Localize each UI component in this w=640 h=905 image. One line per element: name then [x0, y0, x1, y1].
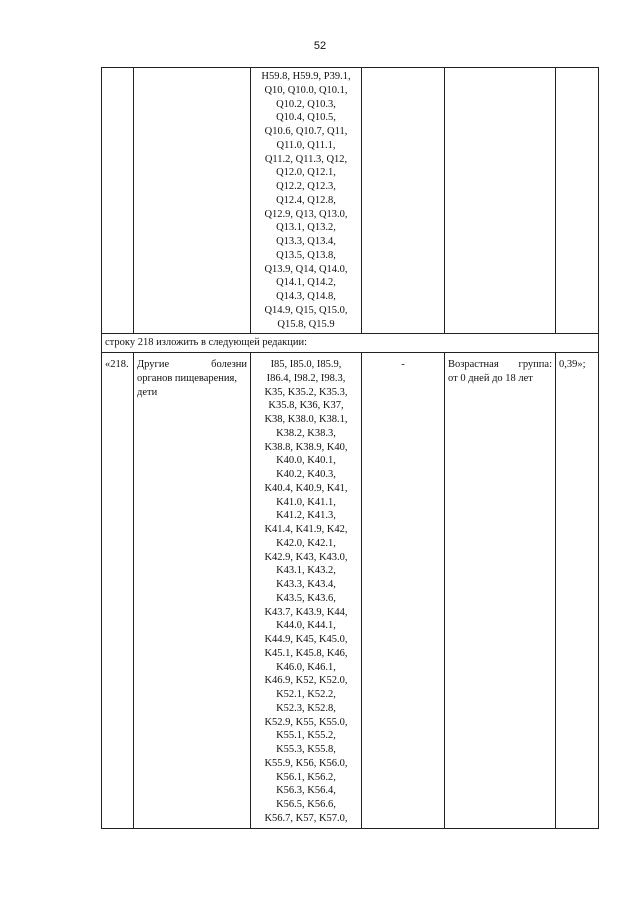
code-line: I86.4, I98.2, I98.3, [266, 372, 346, 384]
code-line: Q12.4, Q12.8, [276, 194, 336, 206]
row-218-procedure-dash: - [362, 353, 445, 829]
code-line: K40.0, K40.1, [276, 455, 336, 467]
code-line: K41.2, K41.3, [276, 510, 336, 522]
code-line: Q13.9, Q14, Q14.0, [264, 263, 348, 275]
code-line: K56.3, K56.4, [276, 785, 336, 797]
cell-coefficient [556, 68, 599, 334]
cell-number [102, 68, 134, 334]
code-line: K52.9, K55, K55.0, [264, 716, 348, 728]
code-line: K43.7, K43.9, K44, [264, 606, 348, 618]
row-218-criterion-rest: от 0 дней до 18 лет [448, 372, 533, 384]
row-218-criterion-line1: Возрастная группа: [448, 359, 552, 370]
code-line: Q15.8, Q15.9 [277, 318, 335, 330]
code-line: Q14.9, Q15, Q15.0, [264, 304, 348, 316]
row-218-criterion [445, 353, 556, 829]
table-row-218 [102, 353, 599, 829]
code-line: Q14.1, Q14.2, [276, 277, 336, 289]
row-218-name-rest: органов пищеварения, дети [137, 372, 237, 398]
code-line: Q10.4, Q10.5, [276, 112, 336, 124]
code-line: K55.9, K56, K56.0, [264, 757, 348, 769]
cell-procedure-codes [362, 68, 445, 334]
code-line: Q13.5, Q13.8, [276, 249, 336, 261]
code-line: Q11.2, Q11.3, Q12, [264, 153, 348, 165]
code-line: K38.2, K38.3, [276, 427, 336, 439]
instruction-text: строку 218 изложить в следующей редакции: [102, 334, 599, 353]
code-line: H59.8, H59.9, P39.1, [261, 71, 351, 82]
row-218-number: «218. [102, 353, 134, 829]
code-line: K41.0, K41.1, [276, 496, 336, 508]
code-line: K35.8, K36, K37, [268, 400, 344, 412]
code-line: K46.0, K46.1, [276, 661, 336, 673]
code-line: Q13.1, Q13.2, [276, 222, 336, 234]
code-line: I85, I85.0, I85.9, [270, 359, 342, 370]
document-table [101, 67, 599, 829]
code-line: Q12.9, Q13, Q13.0, [264, 208, 348, 220]
code-line: Q14.3, Q14.8, [276, 291, 336, 302]
row-218-name-line1: Другие болезни [137, 359, 247, 370]
page-number: 52 [313, 40, 327, 52]
code-line: K38.8, K38.9, K40, [264, 441, 348, 453]
code-line: K56.5, K56.6, [276, 799, 336, 810]
code-line: Q10.2, Q10.3, [276, 98, 336, 110]
cell-criterion [445, 68, 556, 334]
code-line: Q10, Q10.0, Q10.1, [264, 84, 348, 96]
cell-diagnosis-codes [251, 68, 362, 334]
code-line: K44.0, K44.1, [276, 620, 336, 632]
code-line: K46.9, K52, K52.0, [264, 675, 348, 687]
code-line: K35, K35.2, K35.3, [264, 386, 348, 398]
code-line: K52.3, K52.8, [276, 702, 336, 714]
code-line: K56.1, K56.2, [276, 771, 336, 783]
code-line: K41.4, K41.9, K42, [264, 524, 348, 535]
table-row-continuation [102, 68, 599, 334]
code-line: Q12.0, Q12.1, [276, 167, 336, 179]
code-line: K42.9, K43, K43.0, [264, 551, 348, 563]
code-line: K40.2, K40.3, [276, 469, 336, 480]
code-line: K43.1, K43.2, [276, 565, 336, 577]
row-218-coefficient: 0,39»; [556, 353, 599, 829]
code-line: K43.5, K43.6, [276, 592, 336, 604]
code-line: K43.3, K43.4, [276, 579, 336, 590]
code-line: Q13.3, Q13.4, [276, 236, 336, 247]
code-line: K56.7, K57, K57.0, [264, 812, 348, 824]
code-line: K55.3, K55.8, [276, 744, 336, 755]
code-line: K40.4, K40.9, K41, [264, 482, 348, 494]
code-line: Q10.6, Q10.7, Q11, [264, 126, 348, 137]
row-218-diagnosis-codes [251, 353, 362, 829]
code-line: Q12.2, Q12.3, [276, 181, 336, 192]
instruction-row [102, 334, 599, 353]
code-line: K38, K38.0, K38.1, [264, 414, 348, 425]
code-line: K45.1, K45.8, K46, [264, 647, 348, 659]
code-line: K55.1, K55.2, [276, 730, 336, 742]
code-line: K42.0, K42.1, [276, 537, 336, 549]
cell-name [134, 68, 251, 334]
code-line: K52.1, K52.2, [276, 689, 336, 700]
row-218-name [134, 353, 251, 829]
code-line: Q11.0, Q11.1, [276, 139, 336, 151]
code-line: K44.9, K45, K45.0, [264, 634, 348, 645]
